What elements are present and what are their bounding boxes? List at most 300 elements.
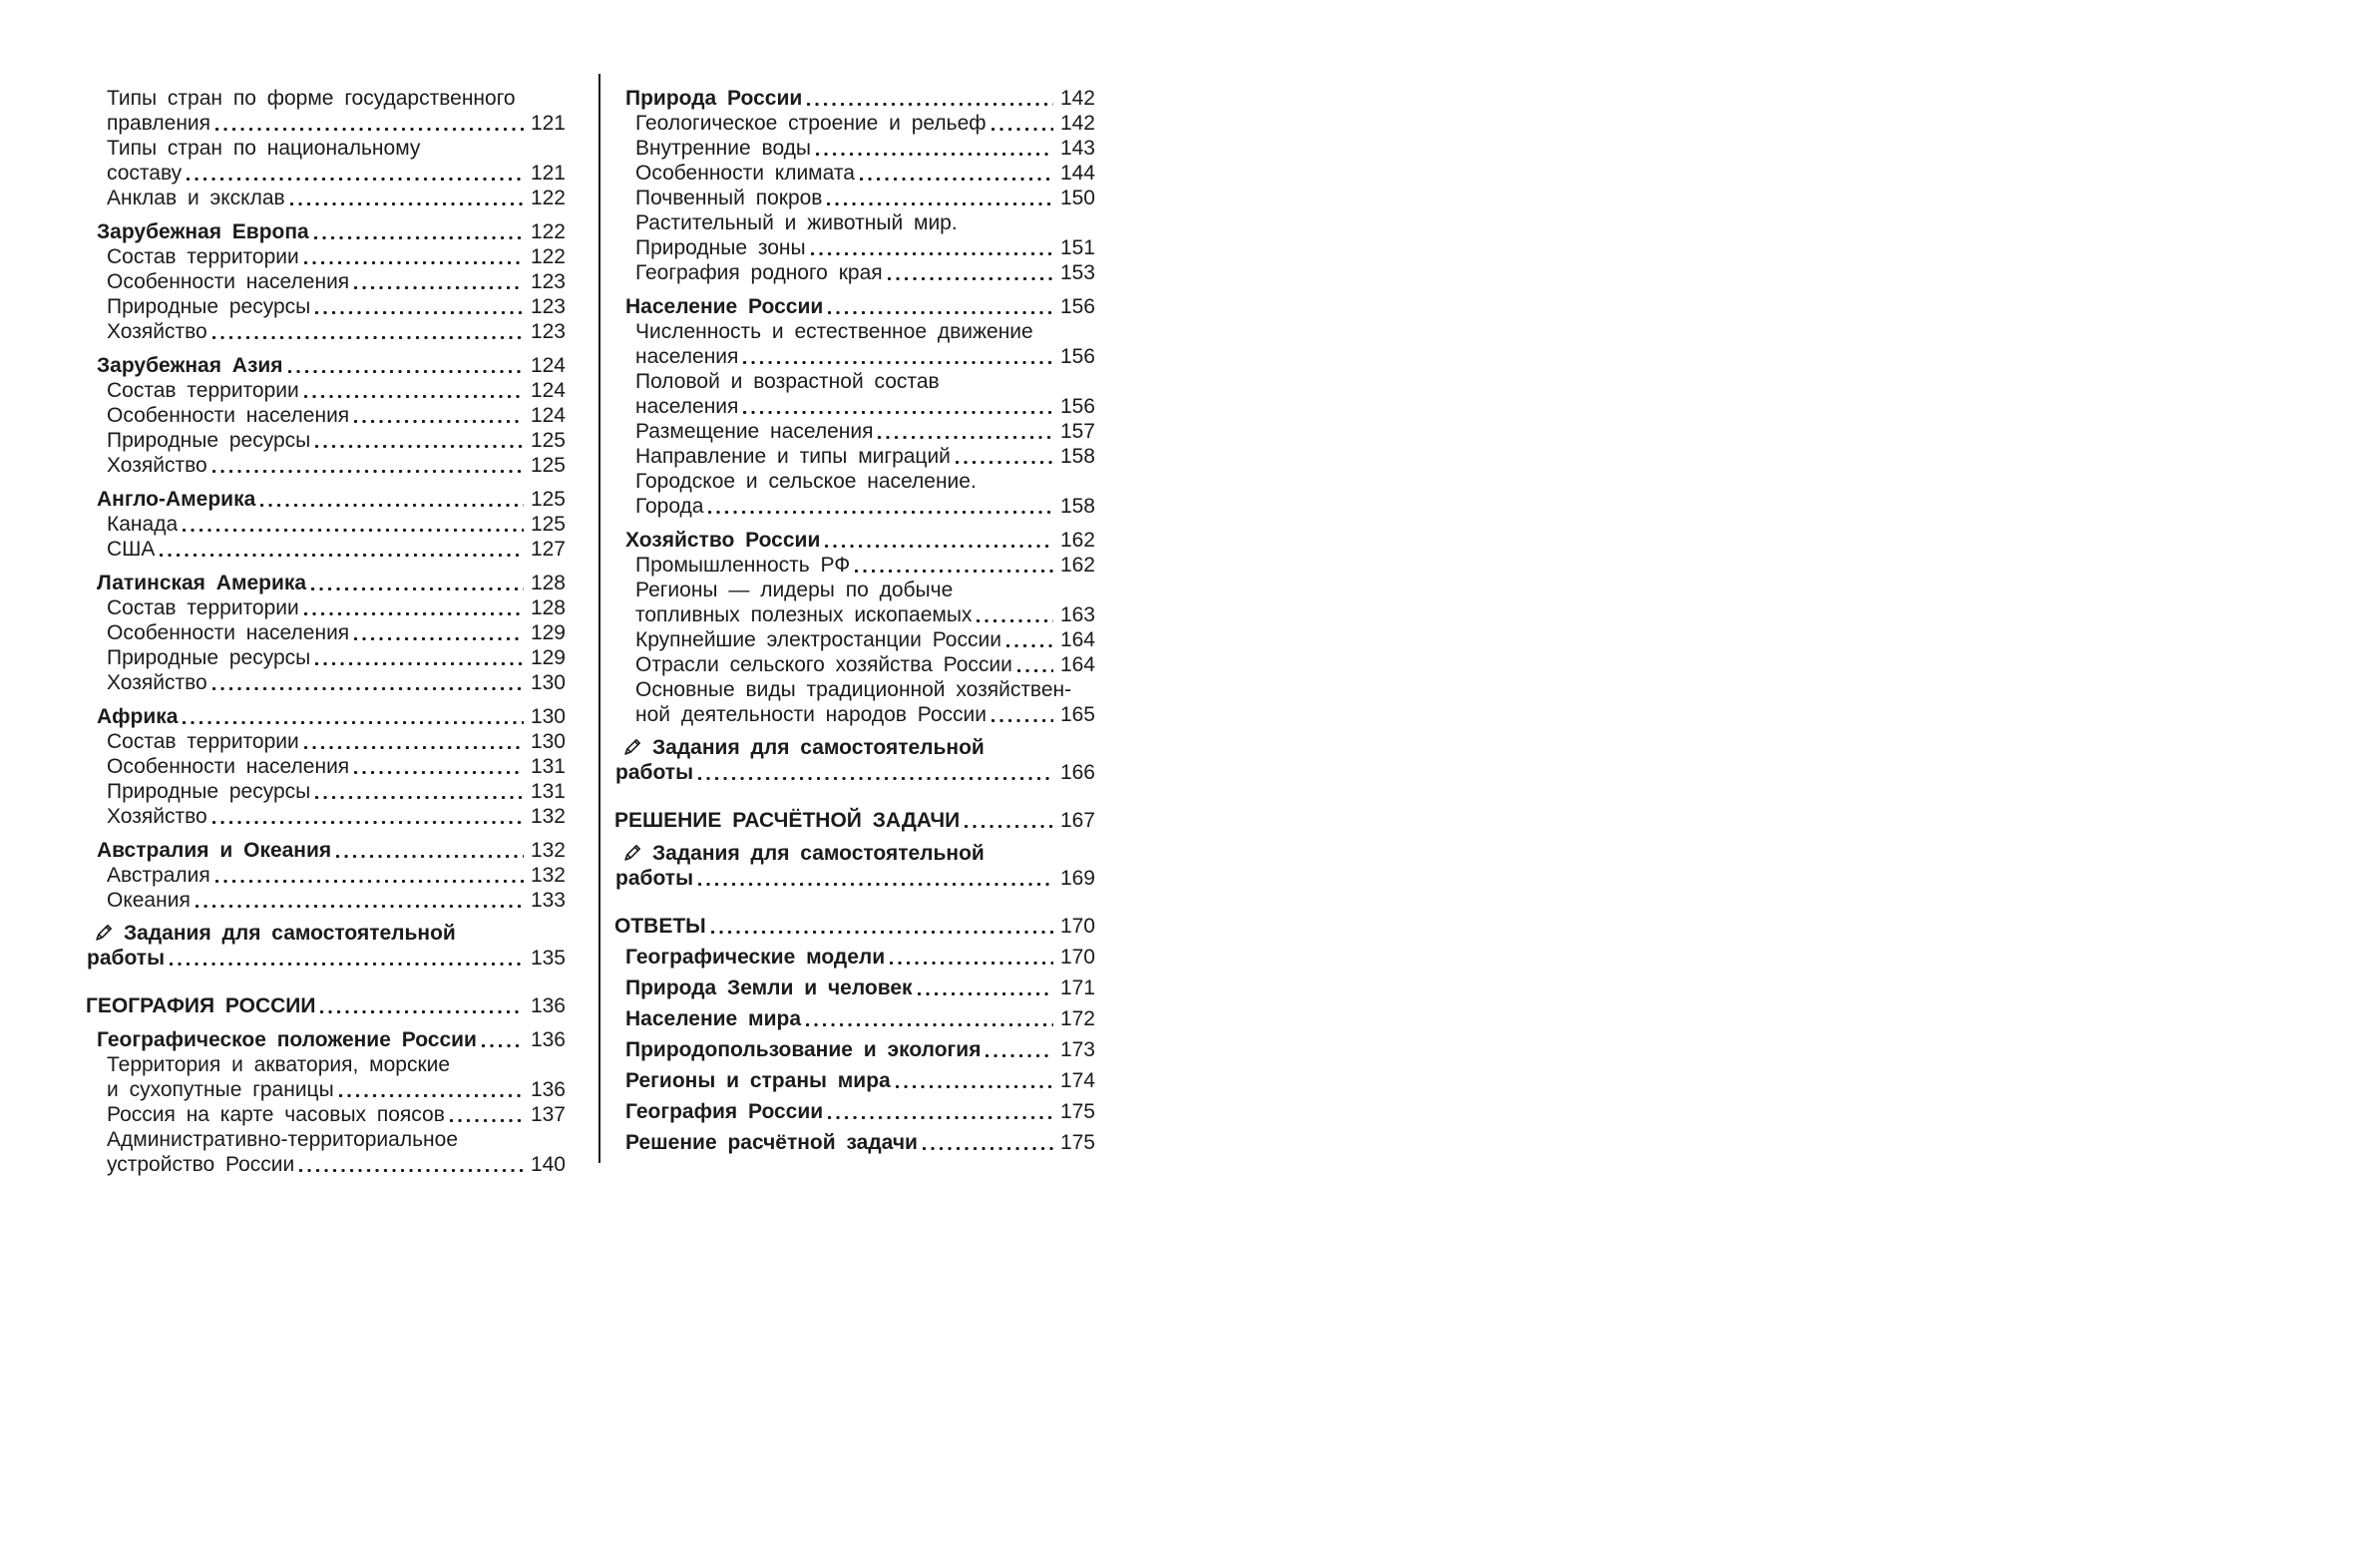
dots-leader: [183, 529, 524, 532]
toc-entry-line: Численность и естественное движение: [635, 320, 1033, 343]
toc-entry-label: Хозяйство: [107, 805, 207, 828]
dots-leader: [315, 445, 524, 448]
page-number: 129: [530, 646, 566, 669]
toc-entry: [614, 469, 1095, 519]
page-number: 165: [1059, 703, 1095, 726]
toc-entry-label: Население мира: [625, 1007, 802, 1030]
page-number: 124: [530, 379, 566, 402]
toc-entry-line: Городское и сельское население.: [635, 470, 977, 493]
toc-entry-label: Географические модели: [625, 946, 886, 969]
dots-leader: [923, 1147, 1053, 1150]
dots-leader: [807, 103, 1053, 106]
dots-leader: [450, 1119, 524, 1122]
toc-entry-row: [625, 945, 1095, 970]
toc-entry-row: [107, 161, 566, 186]
page-number: 166: [1059, 761, 1095, 784]
toc-entry-row: [107, 453, 566, 478]
page-number: 132: [530, 805, 566, 828]
toc-entry: [614, 627, 1095, 652]
page-number: 123: [530, 270, 566, 293]
page-number: 135: [530, 947, 566, 970]
page-number: 128: [530, 596, 566, 619]
toc-entry: [86, 888, 566, 913]
page-number: 128: [530, 572, 566, 594]
page-number: 143: [1059, 137, 1095, 160]
page-number: 142: [1059, 112, 1095, 135]
toc-entry-row: [107, 804, 566, 829]
toc-entry: [614, 914, 1095, 939]
dots-leader: [354, 637, 524, 640]
page-number: 163: [1059, 603, 1095, 626]
toc-entry-label: Особенности населения: [107, 404, 350, 427]
toc-entry: [614, 528, 1095, 553]
toc-entry: [86, 86, 566, 136]
toc-entry-row: [614, 914, 1095, 939]
toc-entry-line: [87, 921, 566, 946]
toc-entry-label: топливных полезных ископаемых: [635, 603, 973, 626]
toc-entry-label: населения: [635, 345, 739, 368]
page-number: 164: [1059, 628, 1095, 651]
toc-entry-label: Геологическое строение и рельеф: [635, 112, 987, 135]
dots-leader: [743, 411, 1053, 414]
page-number: 158: [1059, 445, 1095, 468]
toc-entry: [614, 419, 1095, 444]
page-number: 132: [530, 864, 566, 887]
dots-leader: [304, 395, 524, 398]
toc-entry-row: [107, 1102, 566, 1127]
toc-entry-label: География России: [625, 1100, 824, 1123]
toc-entry-label: Природа Земли и человек: [625, 976, 913, 999]
toc-entry: [86, 620, 566, 645]
toc-entry-label: Анклав и эксклав: [107, 187, 285, 209]
toc-entry: [614, 976, 1095, 1000]
toc-entry: [614, 1130, 1095, 1155]
toc-entry-label: и сухопутные границы: [107, 1078, 334, 1101]
toc-entry: [86, 838, 566, 863]
column-divider: [598, 74, 600, 1163]
page-number: 129: [530, 621, 566, 644]
toc-entry-label: Задания для самостоятельной: [124, 922, 456, 945]
dots-leader: [816, 153, 1053, 156]
toc-entry-line: Типы стран по форме государственного: [107, 87, 516, 110]
dots-leader: [336, 855, 524, 858]
page-number: 174: [1059, 1069, 1095, 1092]
toc-entry-label: Регионы и страны мира: [625, 1069, 891, 1092]
toc-entry: [86, 294, 566, 319]
toc-entry-row: [625, 1099, 1095, 1124]
toc-entry: [614, 86, 1095, 111]
toc-entry: [86, 754, 566, 779]
toc-entry-label: Природа России: [625, 87, 803, 110]
toc-entry-label: Хозяйство: [107, 320, 207, 343]
pencil-icon: [94, 922, 115, 943]
toc-entry-line: Растительный и животный мир.: [635, 211, 958, 234]
toc-entry-line: [615, 735, 1095, 760]
page-number: 124: [530, 354, 566, 377]
toc-entry-row: [635, 553, 1095, 578]
toc-entry: [86, 353, 566, 378]
toc-entry-label: Крупнейшие электростанции России: [635, 628, 1001, 651]
toc-entry-line: [615, 841, 1095, 866]
toc-entry-row: [615, 866, 1095, 891]
page-number: 136: [530, 1078, 566, 1101]
toc-entry: [86, 921, 566, 971]
toc-entry-row: [635, 161, 1095, 186]
dots-leader: [855, 570, 1053, 573]
page-number: 171: [1059, 976, 1095, 999]
toc-entry-row: [107, 779, 566, 804]
dots-leader: [708, 511, 1052, 514]
dots-leader: [1006, 644, 1053, 647]
page-number: 125: [530, 454, 566, 477]
toc-entry: [86, 571, 566, 595]
toc-entry: [86, 804, 566, 829]
dots-leader: [160, 554, 524, 557]
toc-entry: [86, 779, 566, 804]
toc-entry: [614, 1006, 1095, 1031]
page-number: 144: [1059, 162, 1095, 185]
page-number: 156: [1059, 345, 1095, 368]
dots-leader: [806, 1023, 1053, 1026]
dots-leader: [212, 687, 524, 690]
toc-entry: [614, 841, 1095, 891]
dots-leader: [965, 825, 1053, 828]
page-number: 156: [1059, 295, 1095, 318]
page-number: 175: [1059, 1100, 1095, 1123]
toc-entry-row: [635, 444, 1095, 469]
toc-entry-row: [635, 186, 1095, 210]
toc-entry-row: [107, 269, 566, 294]
toc-entry-line: Основные виды традиционной хозяйствен-: [635, 678, 1072, 701]
page-number: 170: [1059, 915, 1095, 938]
toc-entry-row: [107, 111, 566, 136]
toc-entry-label: работы: [87, 947, 166, 970]
dots-leader: [827, 202, 1052, 205]
toc-entry: [86, 704, 566, 729]
toc-entry-row: [635, 394, 1095, 419]
dots-leader: [354, 771, 524, 774]
page-number: 125: [530, 429, 566, 452]
dots-leader: [878, 436, 1053, 439]
toc-entry-label: Состав территории: [107, 245, 299, 268]
dots-leader: [711, 931, 1053, 934]
dots-leader: [260, 504, 524, 507]
page-number: 136: [530, 1028, 566, 1051]
toc-entry-row: [107, 512, 566, 537]
pencil-icon: [622, 736, 643, 757]
dots-leader: [1017, 669, 1053, 672]
dots-leader: [888, 277, 1053, 280]
toc-entry-row: [97, 838, 566, 863]
dots-leader: [187, 178, 524, 181]
toc-entry-label: Решение расчётной задачи: [625, 1131, 918, 1154]
toc-entry-label: Особенности климата: [635, 162, 855, 185]
toc-entry-label: Австралия и Океания: [97, 839, 332, 862]
toc-entry-row: [635, 702, 1095, 727]
toc-entry: [614, 808, 1095, 833]
toc-entry-label: РЕШЕНИЕ РАСЧЁТНОЙ ЗАДАЧИ: [614, 809, 961, 832]
toc-entry-label: устройство России: [107, 1153, 295, 1176]
toc-entry-row: [107, 294, 566, 319]
toc-entry-label: населения: [635, 395, 739, 418]
toc-entry-row: [97, 571, 566, 595]
page-number: 123: [530, 295, 566, 318]
dots-leader: [215, 880, 524, 883]
toc-entry-row: [615, 760, 1095, 785]
dots-leader: [304, 746, 524, 749]
dots-leader: [825, 545, 1053, 548]
toc-entry: [86, 645, 566, 670]
page-number: 167: [1059, 809, 1095, 832]
toc-entry: [614, 652, 1095, 677]
dots-leader: [977, 619, 1053, 622]
dots-leader: [212, 336, 524, 339]
dots-leader: [212, 470, 524, 473]
toc-entry-row: [635, 627, 1095, 652]
page-number: 123: [530, 320, 566, 343]
toc-entry-row: [635, 136, 1095, 161]
toc-entry: [614, 294, 1095, 319]
page-number: 162: [1059, 529, 1095, 552]
toc-entry-label: Направление и типы миграций: [635, 445, 951, 468]
toc-entry: [86, 136, 566, 186]
page-number: 124: [530, 404, 566, 427]
toc-entry-label: Особенности населения: [107, 621, 350, 644]
toc-entry-label: Природные ресурсы: [107, 780, 311, 803]
dots-leader: [315, 662, 524, 665]
dots-leader: [992, 719, 1053, 722]
toc-entry-label: Задания для самостоятельной: [652, 736, 985, 759]
toc-entry-row: [107, 537, 566, 562]
toc-entry-label: Отрасли сельского хозяйства России: [635, 653, 1012, 676]
page-number: 125: [530, 513, 566, 536]
page-number: 136: [530, 994, 566, 1017]
dots-leader: [811, 252, 1053, 255]
page-number: 122: [530, 220, 566, 243]
dots-leader: [311, 587, 524, 590]
toc-entry-row: [107, 670, 566, 695]
toc-entry: [86, 1102, 566, 1127]
toc-entry-row: [97, 704, 566, 729]
toc-entry: [614, 945, 1095, 970]
toc-entry-label: География родного края: [635, 261, 883, 284]
toc-entry-label: Океания: [107, 889, 191, 912]
dots-leader: [212, 821, 524, 824]
toc-entry-label: Африка: [97, 705, 179, 728]
page-number: 121: [530, 112, 566, 135]
toc-entry-label: Природные ресурсы: [107, 646, 311, 669]
dots-leader: [828, 1116, 1053, 1119]
toc-entry-label: Географическое положение России: [97, 1028, 477, 1051]
toc-entry: [86, 378, 566, 403]
dots-leader: [215, 128, 524, 131]
page-number: 133: [530, 889, 566, 912]
toc-entry-label: Состав территории: [107, 596, 299, 619]
toc-entry-row: [107, 186, 566, 210]
toc-entry-row: [107, 319, 566, 344]
toc-entry-line: Половой и возрастной состав: [635, 370, 940, 393]
toc-entry-row: [97, 487, 566, 512]
dots-leader: [183, 721, 523, 724]
toc-entry-row: [614, 808, 1095, 833]
dots-leader: [743, 361, 1053, 364]
toc-entry-row: [107, 244, 566, 269]
toc-entry-row: [625, 86, 1095, 111]
dots-leader: [918, 992, 1053, 995]
toc-entry: [614, 369, 1095, 419]
toc-entry-label: Города: [635, 495, 704, 518]
toc-entry: [86, 428, 566, 453]
toc-entry-label: Состав территории: [107, 379, 299, 402]
page-number: 140: [530, 1153, 566, 1176]
page-number: 131: [530, 755, 566, 778]
toc-entry-label: работы: [615, 867, 694, 890]
toc-entry-row: [635, 235, 1095, 260]
dots-leader: [482, 1044, 524, 1047]
toc-entry-label: Англо-Америка: [97, 488, 256, 511]
toc-entry: [614, 186, 1095, 210]
toc-entry: [614, 161, 1095, 186]
dots-leader: [698, 777, 1053, 780]
toc-entry-label: Хозяйство: [107, 671, 207, 694]
toc-entry: [86, 595, 566, 620]
toc-entry-row: [635, 344, 1095, 369]
toc-entry-label: правления: [107, 112, 211, 135]
toc-entry-label: США: [107, 538, 156, 561]
toc-entry-line: Типы стран по национальному: [107, 137, 421, 160]
toc-entry-label: Канада: [107, 513, 179, 536]
dots-leader: [986, 1054, 1053, 1057]
toc-entry-row: [107, 888, 566, 913]
page-number: 127: [530, 538, 566, 561]
dots-leader: [896, 1085, 1053, 1088]
toc-entry-row: [107, 378, 566, 403]
dots-leader: [354, 286, 524, 289]
toc-entry-row: [625, 976, 1095, 1000]
dots-leader: [992, 128, 1053, 131]
toc-entry-label: Природопользование и экология: [625, 1038, 982, 1061]
toc-entry: [86, 1052, 566, 1102]
page-number: 137: [530, 1103, 566, 1126]
toc-entry-label: Зарубежная Азия: [97, 354, 283, 377]
page-number: 170: [1059, 946, 1095, 969]
toc-entry-row: [97, 1027, 566, 1052]
dots-leader: [890, 962, 1053, 965]
toc-entry-row: [107, 1077, 566, 1102]
page-number: 125: [530, 488, 566, 511]
toc-entry-label: ной деятельности народов России: [635, 703, 987, 726]
toc-entry-label: Особенности населения: [107, 755, 350, 778]
toc-entry-label: работы: [615, 761, 694, 784]
dots-leader: [304, 261, 524, 264]
toc-entry-row: [107, 620, 566, 645]
toc-entry-row: [107, 1152, 566, 1177]
page-number: 142: [1059, 87, 1095, 110]
page-number: 132: [530, 839, 566, 862]
toc-entry-row: [107, 595, 566, 620]
page-number: 153: [1059, 261, 1095, 284]
toc-entry-label: Россия на карте часовых поясов: [107, 1103, 445, 1126]
toc-entry-label: Хозяйство России: [625, 529, 821, 552]
toc-entry: [86, 1027, 566, 1052]
toc-entry: [86, 269, 566, 294]
toc-entry: [86, 863, 566, 888]
page-number: 156: [1059, 395, 1095, 418]
dots-leader: [288, 370, 524, 373]
toc-entry: [86, 219, 566, 244]
toc-entry-label: Хозяйство: [107, 454, 207, 477]
toc-entry-row: [625, 1006, 1095, 1031]
page-number: 130: [530, 671, 566, 694]
toc-entry-label: Латинская Америка: [97, 572, 307, 594]
page-number: 121: [530, 162, 566, 185]
toc-entry-label: Состав территории: [107, 730, 299, 753]
toc-entry: [614, 111, 1095, 136]
dots-leader: [698, 883, 1053, 886]
toc-entry-row: [625, 528, 1095, 553]
toc-entry: [86, 670, 566, 695]
toc-entry: [614, 444, 1095, 469]
toc-entry-line: Территория и акватория, морские: [107, 1053, 451, 1076]
toc-entry-label: Особенности населения: [107, 270, 350, 293]
toc-entry-row: [635, 419, 1095, 444]
toc-entry-label: Размещение населения: [635, 420, 874, 443]
page-number: 150: [1059, 187, 1095, 209]
toc-entry: [614, 260, 1095, 285]
dots-leader: [315, 311, 524, 314]
toc-entry: [614, 136, 1095, 161]
page-number: 175: [1059, 1131, 1095, 1154]
dots-leader: [315, 796, 524, 799]
toc-entry: [86, 487, 566, 512]
toc-entry: [614, 1068, 1095, 1093]
toc-entry: [614, 578, 1095, 627]
page-number: 164: [1059, 653, 1095, 676]
toc-entry-label: Промышленность РФ: [635, 554, 851, 577]
toc-entry-row: [107, 729, 566, 754]
dots-leader: [196, 905, 524, 908]
toc-entry-label: ОТВЕТЫ: [614, 915, 706, 938]
page-number: 162: [1059, 554, 1095, 577]
toc-entry-label: Население России: [625, 295, 824, 318]
page-number: 158: [1059, 495, 1095, 518]
toc-entry: [86, 453, 566, 478]
toc-entry-row: [635, 111, 1095, 136]
toc-column-right: [614, 86, 1095, 1155]
toc-entry-row: [635, 652, 1095, 677]
page-number: 173: [1059, 1038, 1095, 1061]
toc-entry: [614, 319, 1095, 369]
toc-entry-row: [87, 946, 566, 971]
toc-entry-row: [635, 602, 1095, 627]
toc-entry-label: ГЕОГРАФИЯ РОССИИ: [86, 994, 316, 1017]
page-number: 172: [1059, 1007, 1095, 1030]
toc-entry-row: [107, 428, 566, 453]
toc-entry-row: [625, 294, 1095, 319]
toc-entry-label: Природные ресурсы: [107, 429, 311, 452]
toc-entry: [614, 677, 1095, 727]
toc-entry: [86, 537, 566, 562]
toc-entry: [614, 210, 1095, 260]
toc-entry-row: [97, 219, 566, 244]
toc-entry-label: Внутренние воды: [635, 137, 812, 160]
toc-entry-row: [97, 353, 566, 378]
toc-entry-row: [107, 403, 566, 428]
page-number: 122: [530, 187, 566, 209]
toc-entry-line: Административно-территориальное: [107, 1128, 458, 1151]
toc-entry-label: Природные ресурсы: [107, 295, 311, 318]
dots-leader: [299, 1169, 524, 1172]
